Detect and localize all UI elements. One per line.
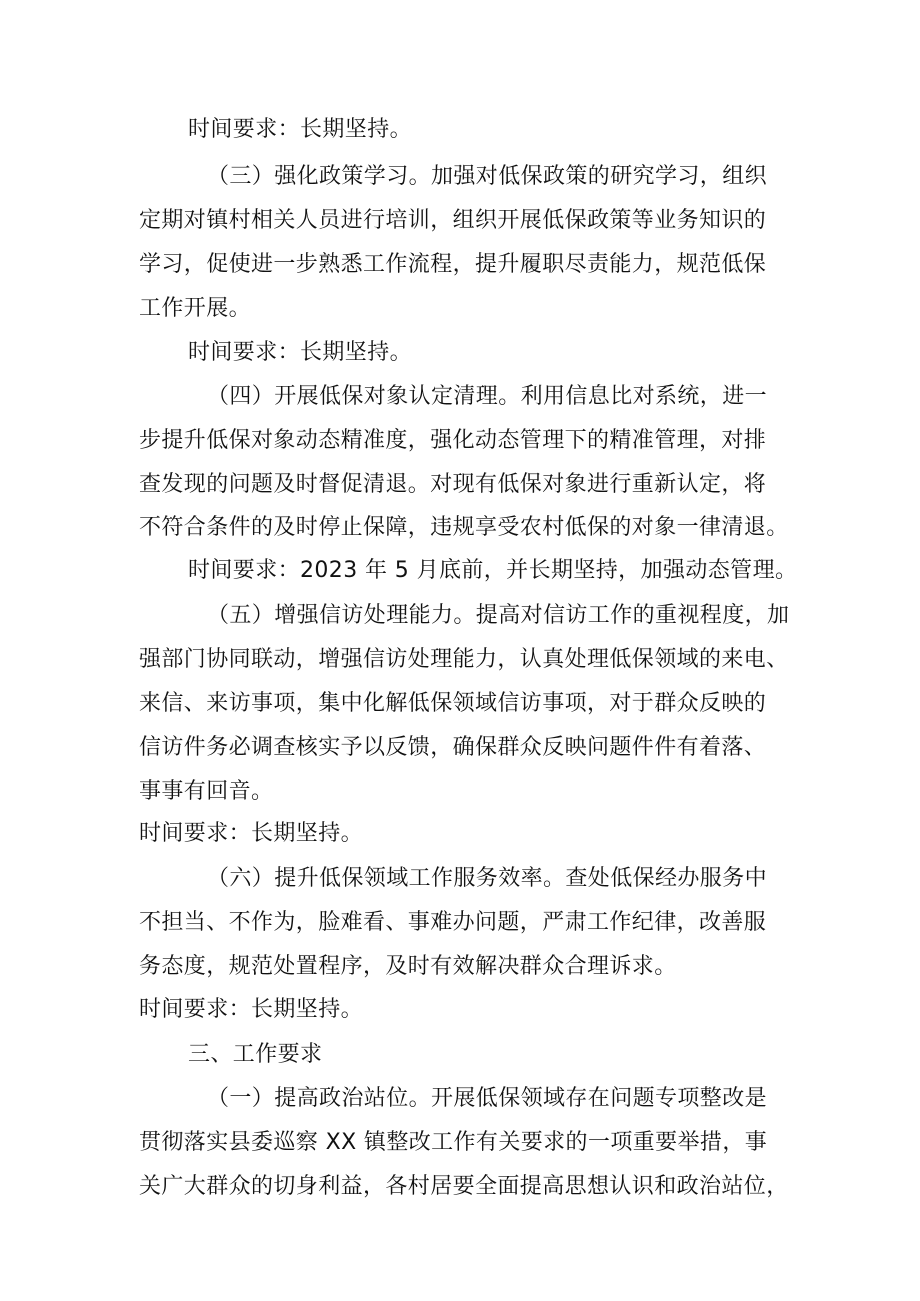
body-text-line: 事事有回音。: [139, 779, 274, 804]
body-text-line: 步提升低保对象动态精准度，强化动态管理下的精准管理，对排: [139, 428, 767, 453]
body-text-line: 贯彻落实县委巡察 XX 镇整改工作有关要求的一项重要举措，事: [139, 1130, 768, 1155]
chapter-heading: 三、工作要求: [188, 1042, 323, 1067]
body-text-line: 强部门协同联动，增强信访处理能力，认真处理低保领域的来电、: [139, 647, 789, 672]
time-requirement-line: 时间要求：2023 年 5 月底前，并长期坚持，加强动态管理。: [188, 558, 798, 583]
section-heading-line: （三）强化政策学习。加强对低保政策的研究学习，组织: [207, 164, 768, 189]
time-requirement-line: 时间要求：长期坚持。: [139, 821, 364, 846]
body-text-line: 务态度，规范处置程序，及时有效解决群众合理诉求。: [139, 954, 677, 979]
body-text-line: 信访件务必调查核实予以反馈，确保群众反映问题件件有着落、: [139, 735, 767, 760]
section-heading-line: （六）提升低保领域工作服务效率。查处低保经办服务中: [207, 866, 768, 891]
time-requirement-line: 时间要求：长期坚持。: [139, 997, 364, 1022]
body-text-line: 不符合条件的及时停止保障，违规享受农村低保的对象一律清退。: [139, 515, 789, 540]
body-text-line: 工作开展。: [139, 296, 252, 321]
body-text-line: 不担当、不作为，脸难看、事难办问题，严肃工作纪律，改善服: [139, 910, 767, 935]
section-heading-line: （四）开展低保对象认定清理。利用信息比对系统，进一: [207, 384, 768, 409]
section-heading-line: （五）增强信访处理能力。提高对信访工作的重视程度，加: [207, 603, 790, 628]
time-requirement-line: 时间要求：长期坚持。: [188, 340, 413, 365]
time-requirement-line: 时间要求：长期坚持。: [188, 117, 413, 142]
body-text-line: 查发现的问题及时督促清退。对现有低保对象进行重新认定，将: [139, 472, 767, 497]
body-text-line: 来信、来访事项，集中化解低保领域信访事项，对于群众反映的: [139, 691, 767, 716]
body-text-line: 关广大群众的切身利益，各村居要全面提高思想认识和政治站位，: [139, 1174, 789, 1199]
body-text-line: 定期对镇村相关人员进行培训，组织开展低保政策等业务知识的: [139, 208, 767, 233]
section-heading-line: （一）提高政治站位。开展低保领域存在问题专项整改是: [207, 1086, 768, 1111]
body-text-line: 学习，促使进一步熟悉工作流程，提升履职尽责能力，规范低保: [139, 252, 767, 277]
